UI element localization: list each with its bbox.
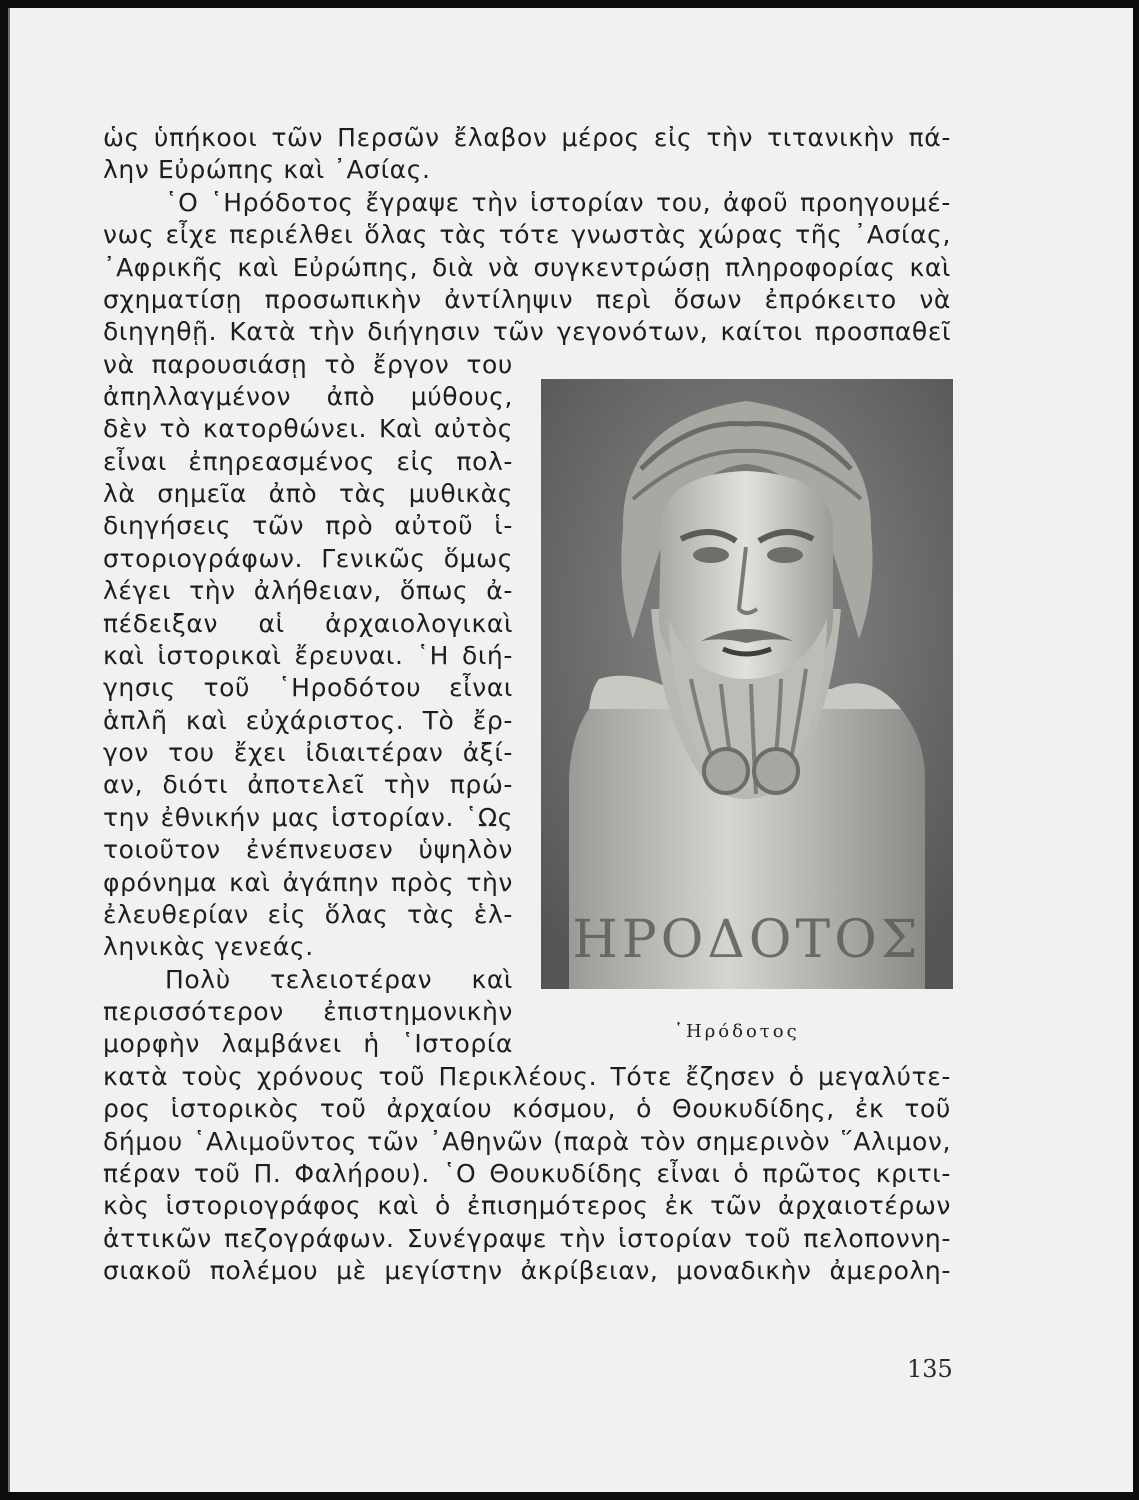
herodotus-bust-photo	[541, 379, 953, 989]
text-line: νὰ παρουσιάσῃ τὸ ἔργον του	[103, 350, 513, 379]
text-line: πέραν τοῦ Π. Φαλήρου). ῾Ο Θουκυδίδης εἶναι ὁ πρῶτος κριτι-	[103, 1159, 951, 1188]
text-line: ἁπλῆ καὶ εὐχάριστος. Τὸ ἔρ-	[103, 706, 513, 735]
text-line: τοιοῦτον ἐνέπνευσεν ὑψηλὸν	[103, 835, 513, 864]
text-line: ῾Ο ῾Ηρόδοτος ἔγραψε τὴν ἱστορίαν του, ἀφοῦ προηγουμέ-	[165, 188, 951, 217]
text-line: εἶναι ἐπηρεασμένος εἰς πολ-	[103, 447, 513, 476]
book-page	[8, 8, 1133, 1492]
text-line: διηγήσεις τῶν πρὸ αὐτοῦ ἱ-	[103, 511, 513, 540]
text-line: φρόνημα καὶ ἀγάπην πρὸς τὴν	[103, 868, 513, 897]
text-line: καὶ ἱστορικαὶ ἔρευναι. ῾Η διή-	[103, 641, 513, 670]
text-line: μορφὴν λαμβάνει ἡ ῾Ιστορία	[103, 1029, 513, 1058]
text-line: αν, διότι ἀποτελεῖ τὴν πρώ-	[103, 770, 513, 799]
text-line: λέγει τὴν ἀλήθειαν, ὅπως ἀ-	[103, 576, 513, 605]
text-line: ἀττικῶν πεζογράφων. Συνέγραψε τὴν ἱστορίαν τοῦ πελοποννη-	[103, 1224, 951, 1253]
text-line: νως εἶχε περιέλθει ὅλας τὰς τότε γνωστὰς χώρας τῆς ᾿Ασίας,	[103, 220, 951, 249]
text-line: λὰ σημεῖα ἀπὸ τὰς μυθικὰς	[103, 479, 513, 508]
text-line: γον του ἔχει ἰδιαιτέραν ἀξί-	[103, 738, 513, 767]
text-line: ἀπηλλαγμένον ἀπὸ μύθους,	[103, 382, 513, 411]
text-line: δὲν τὸ κατορθώνει. Καὶ αὐτὸς	[103, 414, 513, 443]
text-line: πέδειξαν αἱ ἀρχαιολογικαὶ	[103, 609, 513, 638]
text-line: κατὰ τοὺς χρόνους τοῦ Περικλέους. Τότε ἔζησεν ὁ μεγαλύτε-	[103, 1062, 951, 1091]
text-line: ρος ἱστορικὸς τοῦ ἀρχαίου κόσμου, ὁ Θουκυδίδης, ἐκ τοῦ	[103, 1094, 951, 1123]
text-line: γησις τοῦ ῾Ηροδότου εἶναι	[103, 673, 513, 702]
text-line: ὡς ὑπήκοοι τῶν Περσῶν ἔλαβον μέρος εἰς τὴν τιτανικὴν πά-	[103, 123, 951, 152]
text-line: δήμου ῾Αλιμοῦντος τῶν ᾿Αθηνῶν (παρὰ τὸν σημερινὸν ῞Αλιμον,	[103, 1127, 951, 1156]
text-line: ᾿Αφρικῆς καὶ Εὐρώπης, διὰ νὰ συγκεντρώσῃ πληροφορίας καὶ	[103, 253, 951, 282]
bust-inscription: ΗΡΟΔΟΤΟΣ	[572, 910, 922, 970]
bust-illustration	[541, 379, 953, 989]
text-line: την ἐθνικήν μας ἱστορίαν. ῾Ως	[103, 803, 513, 832]
text-line: λην Εὐρώπης καὶ ᾿Ασίας.	[103, 155, 431, 184]
text-line: κὸς ἱστοριογράφος καὶ ὁ ἐπισημότερος ἐκ τῶν ἀρχαιοτέρων	[103, 1191, 951, 1220]
figure-caption: ῾Ηρόδοτος	[674, 1021, 800, 1042]
text-line: Πολὺ τελειοτέραν καὶ	[165, 965, 513, 994]
text-line: ἐλευθερίαν εἰς ὅλας τὰς ἑλ-	[103, 900, 513, 929]
text-line: σιακοῦ πολέμου μὲ μεγίστην ἀκρίβειαν, μοναδικὴν ἀμερολη-	[103, 1256, 951, 1285]
text-line: διηγηθῇ. Κατὰ τὴν διήγησιν τῶν γεγονότων, καίτοι προσπαθεῖ	[103, 317, 951, 346]
text-line: στοριογράφων. Γενικῶς ὅμως	[103, 544, 513, 573]
page-number: 135	[907, 1355, 953, 1383]
text-line: περισσότερον ἐπιστημονικὴν	[103, 997, 513, 1026]
text-line: σχηματίσῃ προσωπικὴν ἀντίληψιν περὶ ὅσων ἐπρόκειτο νὰ	[103, 285, 951, 314]
text-line: ληνικὰς γενεάς.	[103, 932, 314, 961]
